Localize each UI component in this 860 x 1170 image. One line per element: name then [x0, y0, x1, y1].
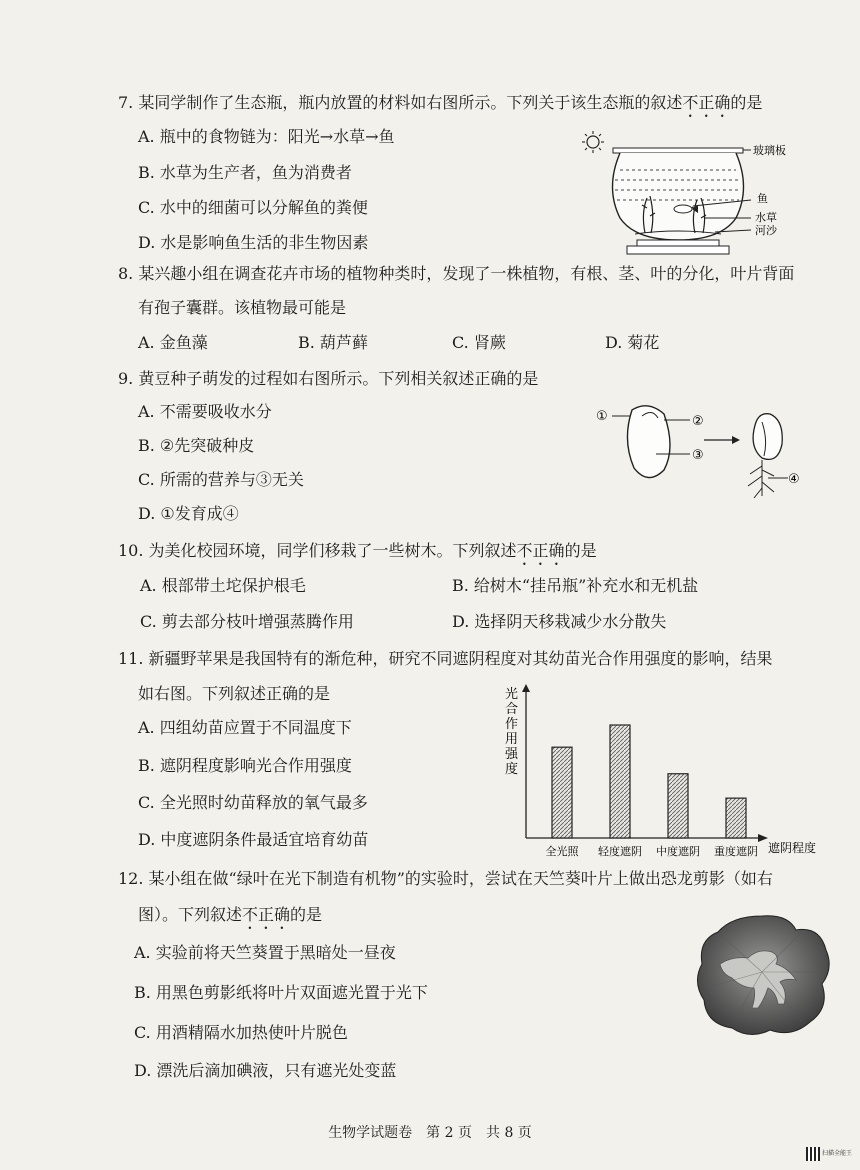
bar-1	[610, 725, 630, 838]
fish-icon	[674, 205, 692, 213]
bar-2	[668, 774, 688, 838]
root-icon	[748, 460, 774, 498]
x-tick-label-2: 中度遮阴	[656, 845, 700, 858]
q7-option-b: B. 水草为生产者，鱼为消费者	[138, 163, 352, 182]
q8-option-a: A. 金鱼藻	[138, 333, 208, 352]
q7-option-d: D. 水是影响鱼生活的非生物因素	[138, 233, 369, 252]
q12-option-d: D. 漂洗后滴加碘液，只有遮光处变蓝	[134, 1061, 397, 1080]
q10-stem: 10. 为美化校园环境，同学们移栽了一些树木。下列叙述不正确的是	[118, 541, 597, 560]
q7-option-c: C. 水中的细菌可以分解鱼的粪便	[138, 198, 368, 217]
glass-plate	[613, 148, 743, 153]
q10-option-c: C. 剪去部分枝叶增强蒸腾作用	[140, 612, 354, 631]
q10-option-a: A. 根部带土坨保护根毛	[140, 576, 306, 595]
q11-option-a: A. 四组幼苗应置于不同温度下	[138, 718, 352, 737]
q9-option-c: C. 所需的营养与③无关	[138, 470, 304, 489]
shading-bar-chart	[500, 682, 830, 862]
q12-emphasis: 不正确	[242, 905, 291, 924]
glass-label: 玻璃板	[753, 144, 786, 157]
sun-icon	[582, 131, 604, 153]
leaf-dinosaur-figure	[692, 912, 834, 1040]
q12-option-b: B. 用黑色剪影纸将叶片双面遮光置于光下	[134, 983, 428, 1002]
q12-stem-line2: 图）。下列叙述不正确的是	[138, 905, 323, 924]
q10-emphasis: 不正确	[516, 541, 565, 560]
seedling-icon	[753, 414, 782, 460]
q8-stem-line2: 有孢子囊群。该植物最可能是	[138, 298, 347, 317]
q12-option-a: A. 实验前将天竺葵置于黑暗处一昼夜	[134, 943, 396, 962]
q9-stem: 9. 黄豆种子萌发的过程如右图所示。下列相关叙述正确的是	[118, 369, 539, 388]
page-footer: 生物学试题卷 第 2 页 共 8 页	[328, 1125, 532, 1141]
label-1: ①	[596, 409, 608, 424]
scanner-watermark: 扫描全能王	[822, 1150, 853, 1157]
x-tick-label-3: 重度遮阴	[714, 845, 758, 858]
q12-stem-line1: 12. 某小组在做“绿叶在光下制造有机物”的实验时，尝试在天竺葵叶片上做出恐龙剪影（如右	[118, 869, 773, 888]
q9-option-d: D. ①发育成④	[138, 504, 239, 523]
bar-0	[552, 747, 572, 838]
q8-stem-line1: 8. 某兴趣小组在调查花卉市场的植物种类时，发现了一株植物，有根、茎、叶的分化，叶片背面	[118, 264, 795, 283]
bar-3	[726, 798, 746, 838]
eco-bottle-figure	[575, 128, 805, 258]
seed-germination-figure	[592, 400, 812, 510]
y-axis-label: 光合作用强度	[505, 687, 519, 777]
q11-option-c: C. 全光照时幼苗释放的氧气最多	[138, 793, 368, 812]
fish-label: 鱼	[757, 192, 768, 205]
seed-icon	[627, 406, 670, 478]
q10-option-d: D. 选择阴天移栽减少水分散失	[452, 612, 667, 631]
x-axis-label: 遮阴程度	[768, 841, 817, 855]
q10-option-b: B. 给树木“挂吊瓶”补充水和无机盐	[452, 576, 699, 595]
sand-label: 河沙	[755, 224, 777, 237]
q11-stem-line2: 如右图。下列叙述正确的是	[138, 684, 331, 703]
q11-option-d: D. 中度遮阴条件最适宜培育幼苗	[138, 830, 369, 849]
q9-option-b: B. ②先突破种皮	[138, 436, 255, 455]
q11-stem-line1: 11. 新疆野苹果是我国特有的渐危种，研究不同遮阴程度对其幼苗光合作用强度的影响，结果	[118, 649, 773, 668]
qr-code-icon	[806, 1147, 820, 1161]
bottle-stand	[627, 246, 729, 254]
label-4: ④	[788, 472, 800, 487]
plant-label: 水草	[755, 211, 777, 224]
q8-option-d: D. 菊花	[605, 333, 660, 352]
label-3: ③	[692, 448, 704, 463]
q8-option-c: C. 肾蕨	[452, 333, 506, 352]
label-2: ②	[692, 414, 704, 429]
x-tick-label-0: 全光照	[545, 845, 579, 858]
q12-option-c: C. 用酒精隔水加热使叶片脱色	[134, 1023, 348, 1042]
x-tick-label-1: 轻度遮阴	[598, 845, 642, 858]
q11-option-b: B. 遮阴程度影响光合作用强度	[138, 756, 352, 775]
q8-option-b: B. 葫芦藓	[298, 333, 368, 352]
q9-option-a: A. 不需要吸收水分	[138, 402, 272, 421]
q7-stem: 7. 某同学制作了生态瓶，瓶内放置的材料如右图所示。下列关于该生态瓶的叙述不正确的是	[118, 93, 763, 112]
bottle-body	[613, 153, 744, 240]
q7-emphasis: 不正确	[682, 93, 731, 112]
q7-option-a: A. 瓶中的食物链为：阳光→水草→鱼	[138, 127, 395, 146]
